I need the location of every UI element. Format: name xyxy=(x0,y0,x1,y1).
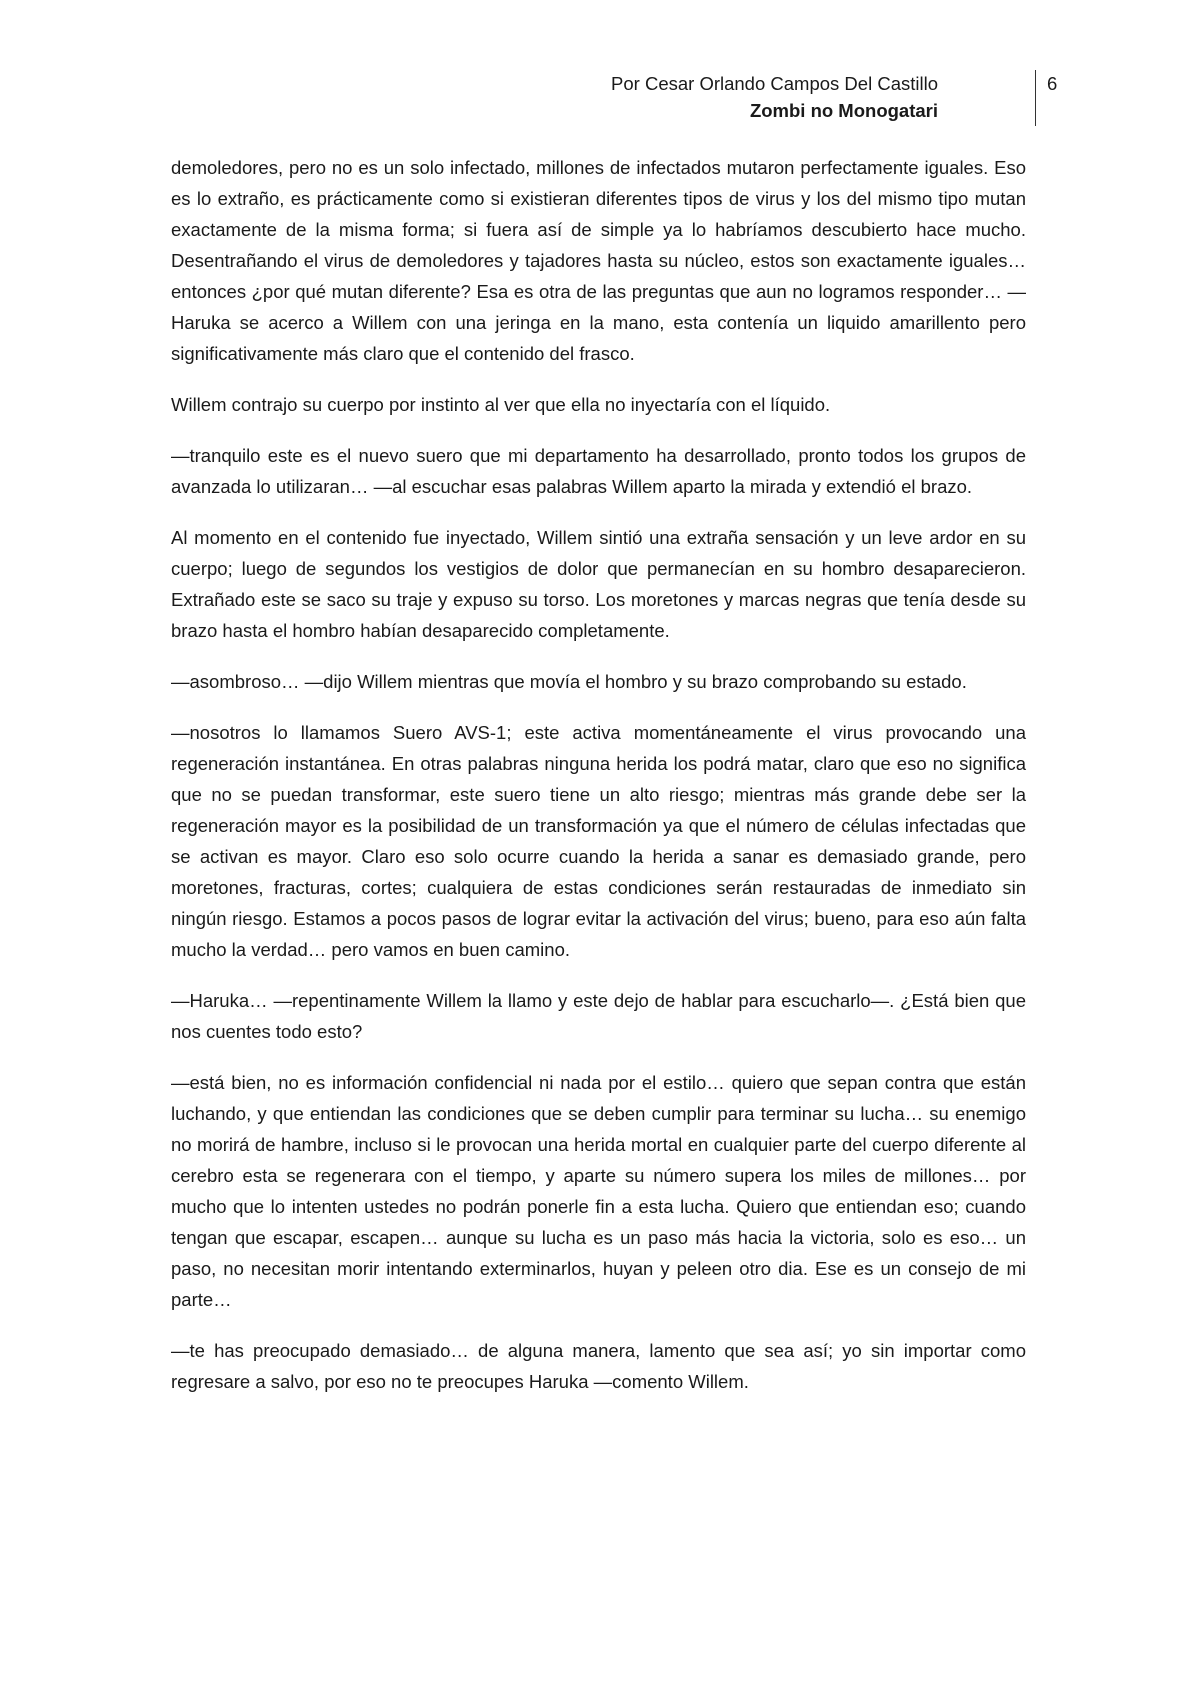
paragraph: Willem contrajo su cuerpo por instinto al ver que ella no inyectaría con el líquido. xyxy=(171,394,831,415)
page-number: 6 xyxy=(1047,73,1058,94)
paragraph: —nosotros lo llamamos Suero AVS-1; este activa momentáneamente el virus provocando una regeneración instantánea. En otras palabras ninguna herida los podrá matar, claro que eso no significa que no se puedan transformar, este suero tiene un alto riesgo; mientras más grande debe ser la regeneración mayor es la posibilidad de un transformación ya que el número de células infectadas que se activan es mayor. Claro eso solo ocurre cuando la herida a sanar es demasiado grande, pero moretones, fracturas, cortes; cualquiera de estas condiciones serán restauradas de inmediato sin ningún riesgo. Estamos a pocos pasos de lograr evitar la activación del virus; bueno, para eso aún falta mucho la verdad… pero vamos en buen camino. xyxy=(171,722,1026,960)
paragraph: —asombroso… —dijo Willem mientras que movía el hombro y su brazo comprobando su estado. xyxy=(171,671,967,692)
running-header xyxy=(611,70,950,124)
paragraph: —está bien, no es información confidencial ni nada por el estilo… quiero que sepan contra que están luchando, y que entiendan las condiciones que se deben cumplir para terminar su lucha… su enemigo no morirá de hambre, incluso si le provocan una herida mortal en cualquier parte del cuerpo diferente al cerebro esta se regenerara con el tiempo, y aparte su número supera los miles de millones… por mucho que lo intenten ustedes no podrán ponerle fin a esta lucha. Quiero que entiendan eso; cuando tengan que escapar, escapen… aunque su lucha es un paso más hacia la victoria, solo es eso… un paso, no necesitan morir intentando exterminarlos, huyan y peleen otro dia. Ese es un consejo de mi parte… xyxy=(171,1072,1026,1310)
header-divider xyxy=(1035,70,1036,126)
paragraph: —Haruka… —repentinamente Willem la llamo y este dejo de hablar para escucharlo—. ¿Está bien que nos cuentes todo esto? xyxy=(171,990,1026,1042)
paragraph: Al momento en el contenido fue inyectado, Willem sintió una extraña sensación y un leve ardor en su cuerpo; luego de segundos los vestigios de dolor que permanecían en su hombro desaparecieron. Extrañado este se saco su traje y expuso su torso. Los moretones y marcas negras que tenía desde su brazo hasta el hombro habían desaparecido completamente. xyxy=(171,527,1026,641)
paragraph: demoledores, pero no es un solo infectado, millones de infectados mutaron perfectamente iguales. Eso es lo extraño, es prácticamente como si existieran diferentes tipos de virus y los del mismo tipo mutan exactamente de la misma forma; si fuera así de simple ya lo habríamos descubierto hace mucho. Desentrañando el virus de demoledores y tajadores hasta su núcleo, estos son exactamente iguales… entonces ¿por qué mutan diferente? Esa es otra de las preguntas que aun no logramos responder… —Haruka se acerco a Willem con una jeringa en la mano, esta contenía un liquido amarillento pero significativamente más claro que el contenido del frasco. xyxy=(171,157,1026,364)
header-author: Por Cesar Orlando Campos Del Castillo xyxy=(611,73,938,94)
paragraph: —tranquilo este es el nuevo suero que mi departamento ha desarrollado, pronto todos los grupos de avanzada lo utilizaran… —al escuchar esas palabras Willem aparto la mirada y extendió el brazo. xyxy=(171,445,1026,497)
header-title: Zombi no Monogatari xyxy=(749,100,938,121)
body-text xyxy=(171,152,1026,1417)
paragraph: —te has preocupado demasiado… de alguna manera, lamento que sea así; yo sin importar como regresare a salvo, por eso no te preocupes Haruka —comento Willem. xyxy=(171,1340,1026,1392)
